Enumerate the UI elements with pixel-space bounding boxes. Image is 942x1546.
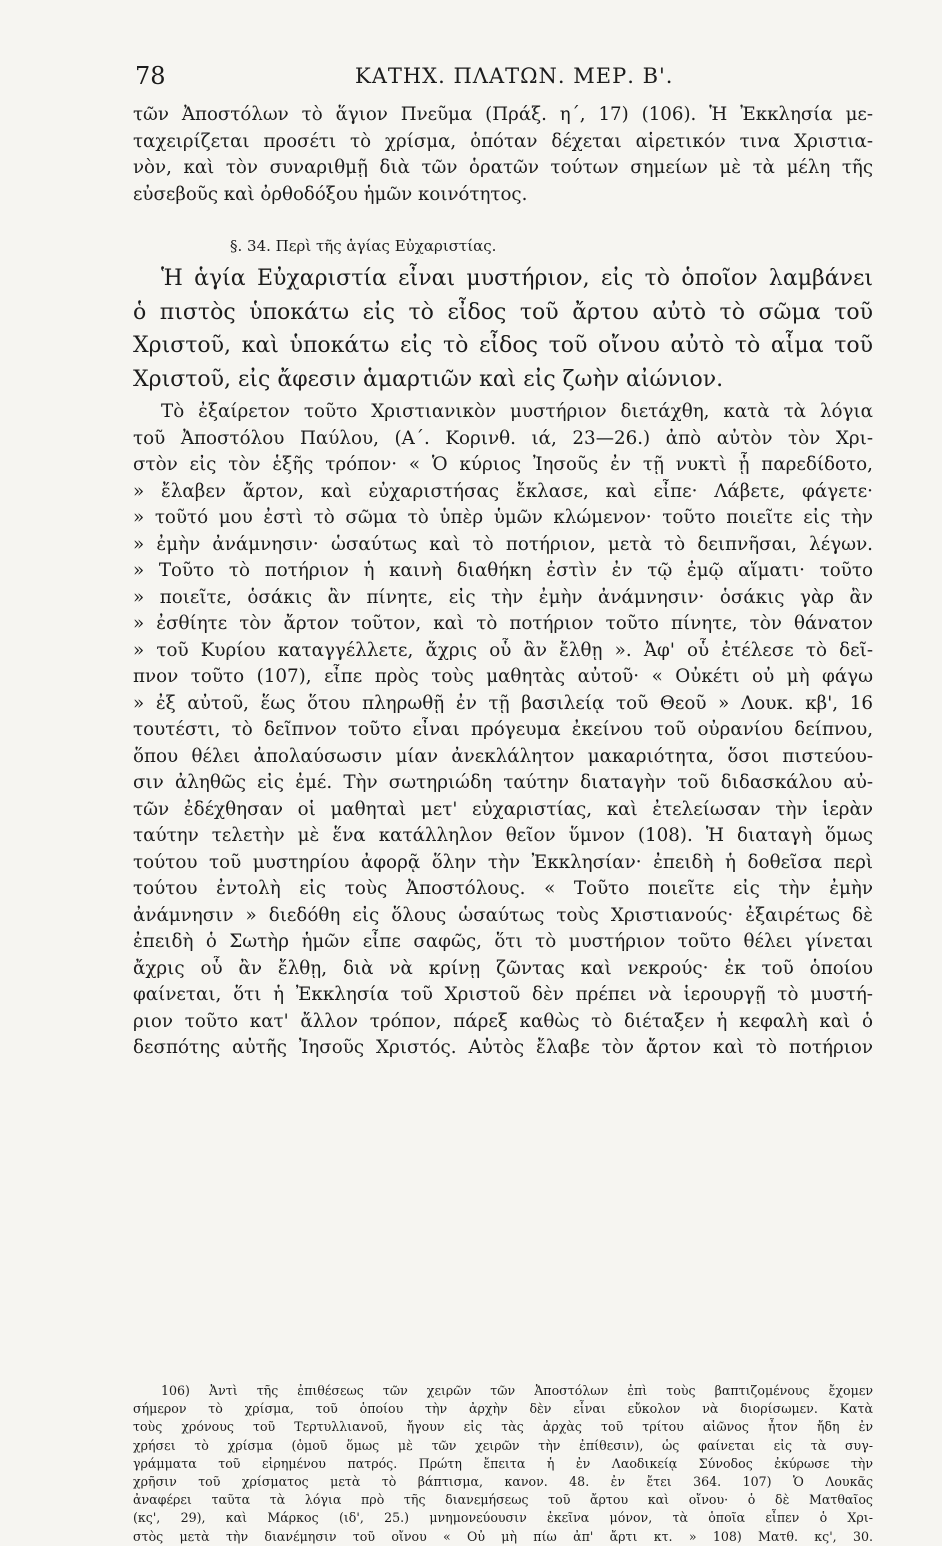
text-line: ταύτην τελετὴν μὲ ἕνα κατάλληλον θεῖον ὕμνον (108). Ἡ διαταγὴ ὅμως	[133, 825, 873, 846]
text-line: ὅπου θέλει ἀπολαύσωσιν μίαν ἀνεκλάλητον μακαριότητα, ὅσοι πιστεύου-	[133, 745, 873, 767]
footnote-line: τοὺς χρόνους τοῦ Τερτυλλιανοῦ, ἤγουν εἰς τὰς ἀρχὰς τοῦ τρίτου αἰῶνος ἦτον ἤδη ἐν	[133, 1419, 873, 1435]
text-line: φαίνεται, ὅτι ἡ Ἐκκλησία τοῦ Χριστοῦ δὲν πρέπει νὰ ἱερουργῇ τὸ μυστή-	[133, 984, 873, 1005]
text-line: τῶν ἐδέχθησαν οἱ μαθηταὶ μετ' εὐχαριστίας, καὶ ἐτελείωσαν τὴν ἱερὰν	[133, 798, 873, 820]
text-line: Χριστοῦ, καὶ ὑποκάτω εἰς τὸ εἶδος τοῦ οἴνου αὐτὸ τὸ αἷμα τοῦ	[133, 333, 873, 358]
text-line: ριον τοῦτο κατ' ἄλλον τρόπον, πάρεξ καθὼς τὸ διέταξεν ἡ κεφαλὴ καὶ ὁ	[133, 1010, 873, 1032]
top-paragraph	[133, 102, 873, 208]
text-line: » ἔλαβεν ἄρτον, καὶ εὐχαριστήσας ἔκλασε, καὶ εἶπε· Λάβετε, φάγετε·	[133, 480, 873, 502]
text-line: ἄχρις οὗ ἂν ἔλθῃ, διὰ νὰ κρίνῃ ζῶντας καὶ νεκρούς· ἐκ τοῦ ὁποίου	[133, 957, 873, 979]
text-line: στὸν εἰς τὸν ἑξῆς τρόπον· « Ὁ κύριος Ἰησοῦς ἐν τῇ νυκτὶ ᾗ παρεδίδοτο,	[133, 454, 873, 475]
footnotes	[133, 1382, 873, 1546]
page-header	[135, 62, 875, 92]
text-line: εὐσεβοῦς καὶ ὀρθοδόξου ἡμῶν κοινότητος.	[133, 183, 528, 205]
text-line: ἀνάμνησιν » διεδόθη εἰς ὅλους ὡσαύτως τοὺς Χριστιανούς· ἐξαιρέτως δὲ	[133, 904, 873, 926]
text-line: τῶν Ἀποστόλων τὸ ἅγιον Πνεῦμα (Πράξ. η΄, 17) (106). Ἡ Ἐκκλησία με-	[133, 104, 873, 125]
text-line: » ἐμὴν ἀνάμνησιν· ὡσαύτως καὶ τὸ ποτήριον, μετὰ τὸ δειπνῆσαι, λέγων.	[133, 533, 873, 555]
text-line: Χριστοῦ, εἰς ἄφεσιν ἁμαρτιῶν καὶ εἰς ζωὴν αἰώνιον.	[133, 366, 724, 392]
footnote-line: 106) Ἀντὶ τῆς ἐπιθέσεως τῶν χειρῶν τῶν Ἀποστόλων ἐπὶ τοὺς βαπτιζομένους ἔχομεν	[161, 1383, 873, 1398]
text-line: » ἐσθίητε τὸν ἄρτον τοῦτον, καὶ τὸ ποτήριον τοῦτο πίνητε, τὸν θάνατον	[133, 613, 873, 634]
text-line: » ἐξ αὐτοῦ, ἕως ὅτου πληρωθῇ ἐν τῇ βασιλείᾳ τοῦ Θεοῦ » Λουκ. κβ', 16	[133, 692, 873, 714]
text-line: τούτου τοῦ μυστηρίου ἀφορᾷ ὅλην τὴν Ἐκκλησίαν· ἐπειδὴ ἡ δοθεῖσα περὶ	[133, 851, 873, 873]
footnote-line: σήμερον τὸ χρίσμα, τοῦ ὁποίου τὴν ἀρχὴν δὲν εἶναι εὔκολον νὰ διορίσωμεν. Κατὰ	[133, 1401, 873, 1417]
page-number: 78	[135, 62, 166, 90]
footnote-line: χρῆσιν τοῦ χρίσματος μετὰ τὸ βάπτισμα, κανον. 48. ἐν ἔτει 364. 107) Ὁ Λουκᾶς	[133, 1473, 873, 1489]
text-line: » Τοῦτο τὸ ποτήριον ἡ καινὴ διαθήκη ἐστὶν ἐν τῷ ἐμῷ αἵματι· τοῦτο	[133, 560, 873, 581]
text-line: Τὸ ἐξαίρετον τοῦτο Χριστιανικὸν μυστήριον διετάχθη, κατὰ τὰ λόγια	[161, 401, 873, 422]
text-line: » ποιεῖτε, ὁσάκις ἂν πίνητε, εἰς τὴν ἐμὴν ἀνάμνησιν· ὁσάκις γὰρ ἂν	[133, 586, 873, 608]
text-line: τοῦ Ἀποστόλου Παύλου, (Α΄. Κορινθ. ιά, 23—26.) ἀπὸ αὐτὸν τὸν Χρι-	[133, 427, 873, 449]
footnote-line: στὸς μετὰ τὴν διανέμησιν τοῦ οἴνου « Οὐ μὴ πίω ἀπ' ἄρτι κτ. » 108) Ματθ. κς', 30.	[133, 1528, 873, 1544]
text-line: » τοῦτό μου ἐστὶ τὸ σῶμα τὸ ὑπὲρ ὑμῶν κλώμενον· τοῦτο ποιεῖτε εἰς τὴν	[133, 507, 873, 528]
text-line: ἐπειδὴ ὁ Σωτὴρ ἡμῶν εἶπε σαφῶς, ὅτι τὸ μυστήριον τοῦτο θέλει γίνεται	[133, 931, 873, 952]
text-line: νὸν, καὶ τὸν συναριθμῇ διὰ τῶν ὁρατῶν τούτων σημείων μὲ τὰ μέλη τῆς	[133, 157, 873, 178]
text-line: » τοῦ Κυρίου καταγγέλλετε, ἄχρις οὗ ἂν ἔλθῃ ». Ἀφ' οὗ ἐτέλεσε τὸ δεῖ-	[133, 639, 873, 661]
footnote-line: χρήσει τὸ χρίσμα (ὁμοῦ ὅμως μὲ τῶν χειρῶν τὴν ἐπίθεσιν), ὡς φαίνεται εἰς τὰ συγ-	[133, 1437, 873, 1453]
text-line: ταχειρίζεται προσέτι τὸ χρίσμα, ὁπόταν δέχεται αἱρετικόν τινα Χριστια-	[133, 130, 873, 152]
text-line: Ἡ ἁγία Εὐχαριστία εἶναι μυστήριον, εἰς τὸ ὁποῖον λαμβάνει	[161, 266, 873, 291]
text-line: δεσπότης αὐτῆς Ἰησοῦς Χριστός. Αὐτὸς ἔλαβε τὸν ἄρτον καὶ τὸ ποτήριον	[133, 1037, 873, 1058]
text-line: σιν ἀληθῶς εἰς ἐμέ. Τὴν σωτηριώδη ταύτην διαταγὴν τοῦ διδασκάλου αὐ-	[133, 772, 873, 793]
text-line: τούτου ἐντολὴ εἰς τοὺς Ἀποστόλους. « Τοῦτο ποιεῖτε εἰς τὴν ἐμὴν	[133, 878, 873, 899]
text-line: πνον τοῦτο (107), εἶπε πρὸς τοὺς μαθητὰς αὐτοῦ· « Οὐκέτι οὐ μὴ φάγω	[133, 666, 873, 687]
section-heading: §. 34. Περὶ τῆς ἁγίας Εὐχαριστίας.	[230, 237, 497, 255]
footnote-line: ἀναφέρει ταῦτα τὰ λόγια πρὸ τῆς διανεμήσεως τοῦ ἄρτου καὶ οἴνου· ὁ δὲ Ματθαῖος	[133, 1492, 873, 1508]
text-line: τουτέστι, τὸ δεῖπνον τοῦτο εἶναι πρόγευμα ἐκείνου τοῦ οὐρανίου δείπνου,	[133, 719, 873, 740]
footnote-line: γράμματα τοῦ εἰρημένου πατρός. Πρώτη ἔπειτα ἡ ἐν Λαοδικείᾳ Σύνοδος ἐκύρωσε τὴν	[133, 1455, 873, 1471]
footnote-line: (κς', 29), καὶ Μάρκος (ιδ', 25.) μνημονεύουσιν ἐκεῖνα μόνον, τὰ ὁποῖα εἶπεν ὁ Χρι-	[133, 1510, 873, 1526]
body-paragraph	[133, 399, 873, 1062]
running-head: ΚΑΤΗΧ. ΠΛΑΤΩΝ. ΜΕΡ. Β'.	[355, 64, 674, 88]
text-line: ὁ πιστὸς ὑποκάτω εἰς τὸ εἶδος τοῦ ἄρτου αὐτὸ τὸ σῶμα τοῦ	[133, 299, 873, 325]
intro-paragraph	[133, 262, 873, 396]
